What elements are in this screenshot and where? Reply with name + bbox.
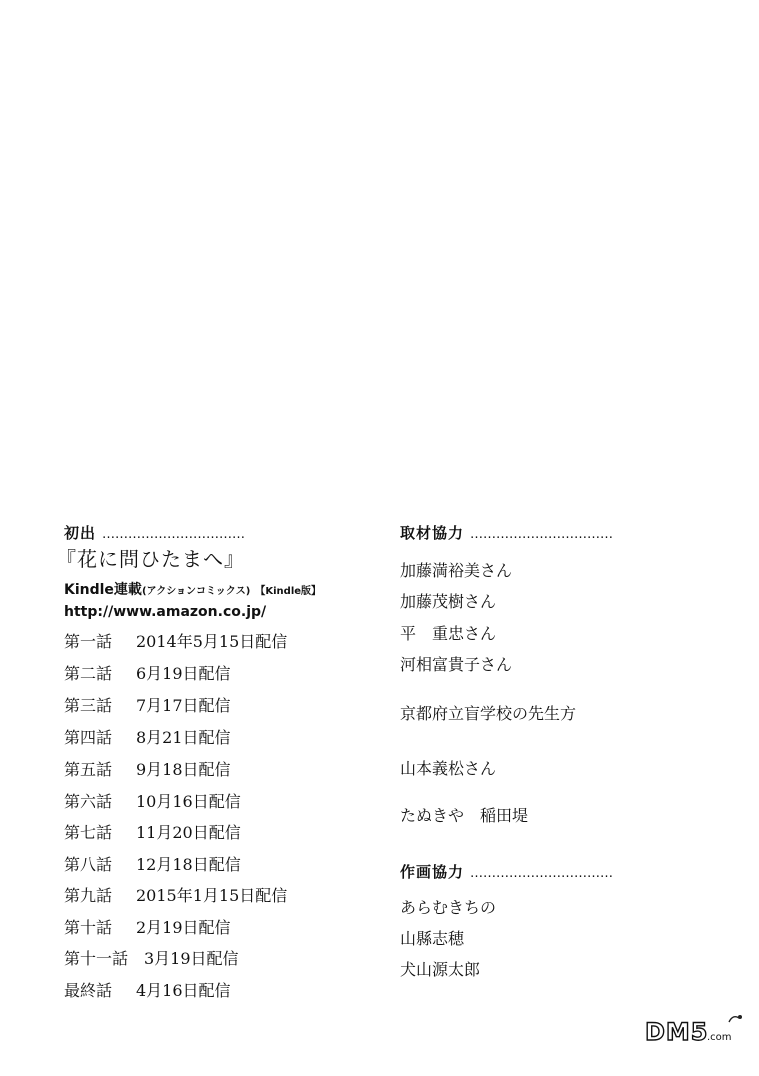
episode-date: 2月19日配信 <box>136 918 231 937</box>
credit-name: 平 重忠さん <box>400 624 497 643</box>
logo-suffix: .com <box>707 1032 732 1043</box>
first-publication-label: 初出 <box>64 524 97 542</box>
episode-date: 2014年5月15日配信 <box>136 632 288 651</box>
episode-label: 第三話 <box>64 696 113 715</box>
episode-row <box>64 823 241 843</box>
episode-label: 第一話 <box>64 632 113 651</box>
credit-name: あらむきちの <box>400 898 497 917</box>
logo-dot-icon <box>738 1015 742 1019</box>
work-title: 『花に問ひたまへ』 <box>56 547 245 571</box>
credit-name: 京都府立盲学校の先生方 <box>400 704 577 723</box>
heading-dots: …………………………… <box>102 527 246 542</box>
episode-row <box>64 918 231 938</box>
episode-row <box>64 632 287 652</box>
episode-row <box>64 949 239 969</box>
dm5-watermark-logo <box>643 1010 747 1048</box>
episode-row <box>64 664 231 684</box>
episode-label: 第十話 <box>64 918 113 937</box>
episode-label: 第十一話 <box>64 949 129 968</box>
logo-tail-icon <box>729 1017 739 1022</box>
episode-label: 第八話 <box>64 855 113 874</box>
episode-date: 3月19日配信 <box>144 949 239 968</box>
episode-label: 最終話 <box>64 981 113 1000</box>
episode-row <box>64 792 241 812</box>
kindle-imprint: (アクションコミックス) <box>141 586 251 597</box>
research-cooperation-heading <box>400 523 613 545</box>
episode-label: 第二話 <box>64 664 113 683</box>
kindle-serialization <box>64 579 321 602</box>
episode-date: 7月17日配信 <box>136 696 231 715</box>
episode-date: 11月20日配信 <box>136 823 241 842</box>
episode-label: 第五話 <box>64 760 113 779</box>
credit-name: たぬきや 稲田堤 <box>400 806 529 825</box>
episode-row <box>64 886 287 906</box>
credit-name: 犬山源太郎 <box>400 960 481 979</box>
episode-row <box>64 728 231 748</box>
episode-label: 第六話 <box>64 792 113 811</box>
logo-text: DM5 <box>645 1018 709 1046</box>
kindle-label: Kindle連載 <box>64 582 142 598</box>
episode-date: 2015年1月15日配信 <box>136 886 288 905</box>
credit-name: 加藤満裕美さん <box>400 561 513 580</box>
heading-dots: …………………………… <box>470 866 614 881</box>
credit-name: 河相富貴子さん <box>400 655 513 674</box>
amazon-url: http://www.amazon.co.jp/ <box>64 604 267 620</box>
credit-name: 山本義松さん <box>400 759 497 778</box>
kindle-edition: 【Kindle版】 <box>255 586 322 597</box>
heading-dots: …………………………… <box>470 527 614 542</box>
episode-row <box>64 981 231 1001</box>
first-publication-heading <box>64 523 245 545</box>
episode-date: 4月16日配信 <box>136 981 231 1000</box>
episode-date: 9月18日配信 <box>136 760 231 779</box>
episode-label: 第九話 <box>64 886 113 905</box>
art-cooperation-label: 作画協力 <box>400 863 465 881</box>
episode-date: 12月18日配信 <box>136 855 241 874</box>
episode-row <box>64 855 241 875</box>
episode-date: 10月16日配信 <box>136 792 241 811</box>
episode-date: 6月19日配信 <box>136 664 231 683</box>
credit-name: 加藤茂樹さん <box>400 592 497 611</box>
art-cooperation-heading <box>400 862 613 884</box>
episode-date: 8月21日配信 <box>136 728 231 747</box>
credit-name: 山縣志穂 <box>400 929 465 948</box>
episode-label: 第七話 <box>64 823 113 842</box>
research-cooperation-label: 取材協力 <box>400 524 465 542</box>
episode-row <box>64 760 231 780</box>
episode-row <box>64 696 231 716</box>
episode-label: 第四話 <box>64 728 113 747</box>
